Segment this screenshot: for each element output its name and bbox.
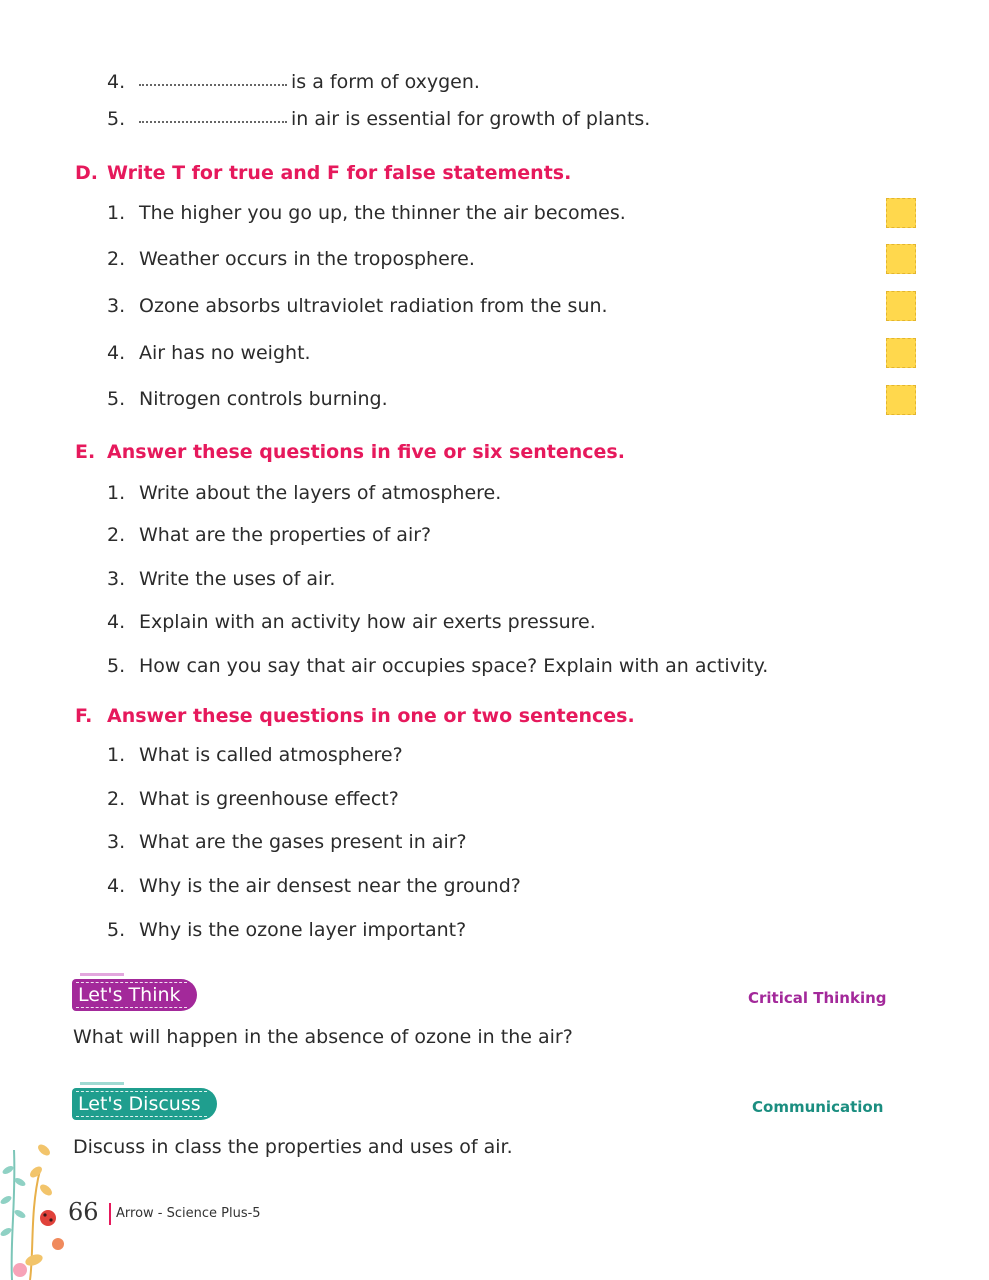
communication-label: Communication: [752, 1098, 884, 1116]
section-letter: D.: [75, 162, 98, 184]
list-item-number: 3.: [107, 295, 126, 317]
tag-stripe: [80, 1082, 124, 1085]
blank-item-5: [139, 107, 650, 131]
list-item: The higher you go up, the thinner the air becomes.: [139, 202, 626, 224]
lets-discuss-prompt: Discuss in class the properties and uses of air.: [73, 1136, 513, 1158]
lets-think-tag: Let's Think: [72, 979, 197, 1011]
critical-thinking-label: Critical Thinking: [748, 989, 887, 1007]
section-title: Answer these questions in one or two sentences.: [107, 705, 635, 727]
section-title: Write T for true and F for false statements.: [107, 162, 572, 184]
list-item: Nitrogen controls burning.: [139, 388, 388, 410]
blank-item-4: [139, 70, 480, 94]
page-number: 66: [68, 1198, 99, 1226]
blank-dotted-line[interactable]: [139, 84, 287, 86]
blank-item-number: 5.: [107, 108, 126, 130]
list-item-number: 4.: [107, 611, 126, 633]
answer-box[interactable]: [886, 198, 916, 228]
book-title: Arrow - Science Plus-5: [116, 1206, 261, 1221]
answer-box[interactable]: [886, 291, 916, 321]
section-f-heading: [75, 704, 635, 728]
list-item: Explain with an activity how air exerts pressure.: [139, 611, 596, 633]
answer-box[interactable]: [886, 338, 916, 368]
list-item-number: 1.: [107, 744, 126, 766]
list-item: Write the uses of air.: [139, 568, 336, 590]
section-letter: E.: [75, 441, 96, 463]
list-item: Why is the ozone layer important?: [139, 919, 467, 941]
footer-divider: [109, 1203, 111, 1225]
list-item-number: 5.: [107, 388, 126, 410]
list-item-number: 5.: [107, 655, 126, 677]
list-item: What are the properties of air?: [139, 524, 432, 546]
section-e-heading: [75, 440, 625, 464]
list-item-number: 5.: [107, 919, 126, 941]
list-item: What is greenhouse effect?: [139, 788, 399, 810]
section-d-heading: [75, 161, 571, 185]
list-item: Weather occurs in the troposphere.: [139, 248, 475, 270]
lets-discuss-tag: Let's Discuss: [72, 1088, 217, 1120]
blank-dotted-line[interactable]: [139, 121, 287, 123]
blank-item-number: 4.: [107, 71, 126, 93]
section-title: Answer these questions in five or six sentences.: [107, 441, 625, 463]
blank-item-text: is a form of oxygen.: [291, 71, 480, 93]
list-item-number: 1.: [107, 482, 126, 504]
lets-think-question: What will happen in the absence of ozone in the air?: [73, 1026, 573, 1048]
answer-box[interactable]: [886, 385, 916, 415]
list-item: What are the gases present in air?: [139, 831, 467, 853]
list-item-number: 2.: [107, 524, 126, 546]
list-item: Air has no weight.: [139, 342, 311, 364]
list-item: Write about the layers of atmosphere.: [139, 482, 502, 504]
list-item: Ozone absorbs ultraviolet radiation from the sun.: [139, 295, 608, 317]
blank-item-text: in air is essential for growth of plants.: [291, 108, 651, 130]
list-item-number: 2.: [107, 788, 126, 810]
list-item: Why is the air densest near the ground?: [139, 875, 521, 897]
section-letter: F.: [75, 705, 93, 727]
list-item-number: 3.: [107, 831, 126, 853]
list-item-number: 3.: [107, 568, 126, 590]
list-item-number: 1.: [107, 202, 126, 224]
list-item-number: 2.: [107, 248, 126, 270]
list-item-number: 4.: [107, 875, 126, 897]
answer-box[interactable]: [886, 244, 916, 274]
tag-stripe: [80, 973, 124, 976]
list-item: How can you say that air occupies space? Explain with an activity.: [139, 655, 769, 677]
floral-decoration-icon: [0, 1110, 72, 1280]
list-item-number: 4.: [107, 342, 126, 364]
list-item: What is called atmosphere?: [139, 744, 403, 766]
